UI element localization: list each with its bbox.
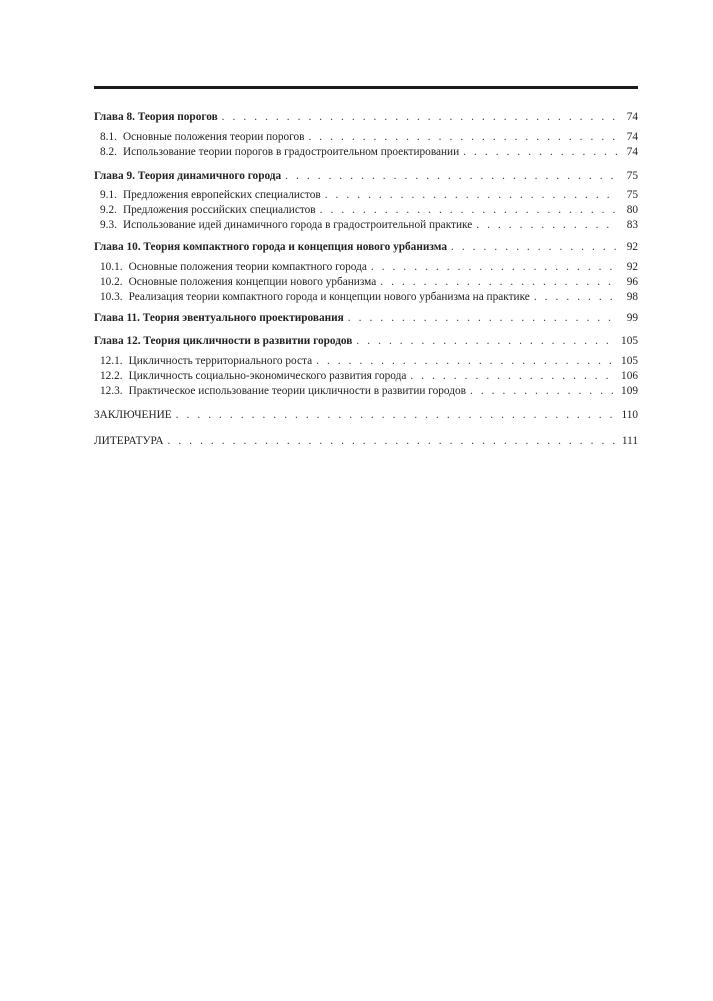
toc-chapter-title: Глава 9. Теория динамичного города <box>94 170 282 182</box>
toc-page-number: 98 <box>626 291 638 303</box>
toc-section-title: Реализация теории компактного города и концепции нового урбанизма на практике <box>128 291 530 303</box>
toc-chapter-9[interactable] <box>94 169 638 183</box>
toc-page-number: 74 <box>626 131 638 143</box>
toc-section-number: 12.1. <box>100 355 123 367</box>
toc-page-number: 74 <box>626 146 638 158</box>
toc-section-9-3[interactable] <box>100 218 638 232</box>
toc-leader-dots <box>285 169 617 183</box>
toc-section-number: 10.1. <box>100 261 123 273</box>
toc-chapter-12[interactable] <box>94 334 638 348</box>
toc-leader-dots <box>325 188 617 202</box>
toc-chapter-8[interactable] <box>94 110 638 124</box>
toc-section-number: 10.2. <box>100 276 123 288</box>
toc-leader-dots <box>222 110 617 124</box>
toc-section-10-3[interactable] <box>100 290 638 304</box>
toc-section-8-1[interactable] <box>100 130 638 144</box>
toc-section-number: 12.2. <box>100 370 123 382</box>
toc-section-10-2[interactable] <box>100 275 638 289</box>
toc-leader-dots <box>308 130 617 144</box>
toc-leader-dots <box>371 260 617 274</box>
toc-page-number: 106 <box>621 370 638 382</box>
toc-page-number: 99 <box>626 312 638 324</box>
toc-section-number: 9.3. <box>100 219 117 231</box>
toc-chapter-10[interactable] <box>94 240 638 254</box>
toc-section-title: Цикличность социально-экономического развития города <box>128 370 407 382</box>
toc-section-9-2[interactable] <box>100 203 638 217</box>
toc-page-number: 105 <box>621 355 638 367</box>
toc-page-number: 83 <box>626 219 638 231</box>
toc-section-number: 8.1. <box>100 131 117 143</box>
toc-section-title: Предложения российских специалистов <box>122 204 316 216</box>
toc-page-number: 96 <box>626 276 638 288</box>
toc-leader-dots <box>168 434 617 448</box>
toc-section-title: Основные положения концепции нового урбанизма <box>128 276 377 288</box>
toc-section-number: 9.1. <box>100 189 117 201</box>
toc-chapter-title: Глава 11. Теория эвентуального проектирования <box>94 312 344 324</box>
toc-conclusion[interactable] <box>94 408 638 422</box>
toc-leader-dots <box>348 311 617 325</box>
toc-leader-dots <box>451 240 617 254</box>
toc-section-title: Основные положения теории компактного города <box>128 261 367 273</box>
toc-page-number: 92 <box>626 241 638 253</box>
toc-leader-dots <box>380 275 617 289</box>
toc-section-10-1[interactable] <box>100 260 638 274</box>
toc-leader-dots <box>320 203 617 217</box>
toc-section-title: Основные положения теории порогов <box>122 131 305 143</box>
toc-section-9-1[interactable] <box>100 188 638 202</box>
toc-section-number: 10.3. <box>100 291 123 303</box>
toc-chapter-title: Глава 10. Теория компактного города и концепция нового урбанизма <box>94 241 447 253</box>
toc-leader-dots <box>176 408 617 422</box>
toc-page-number: 110 <box>621 409 638 421</box>
toc-section-12-1[interactable] <box>100 354 638 368</box>
toc-leader-dots <box>476 218 617 232</box>
toc-page-number: 80 <box>626 204 638 216</box>
toc-section-number: 12.3. <box>100 385 123 397</box>
toc-section-number: 8.2. <box>100 146 117 158</box>
toc-section-title: Использование теории порогов в градостроительном проектировании <box>122 146 460 158</box>
toc-leader-dots <box>463 145 617 159</box>
toc-leader-dots <box>470 384 617 398</box>
toc-section-title: Предложения европейских специалистов <box>122 189 321 201</box>
toc-section-title: ЛИТЕРАТУРА <box>94 435 164 447</box>
toc-literature[interactable] <box>94 434 638 448</box>
toc-chapter-11[interactable] <box>94 311 638 325</box>
toc-section-8-2[interactable] <box>100 145 638 159</box>
toc-section-title: Использование идей динамичного города в градостроительной практике <box>122 219 473 231</box>
top-rule <box>94 86 638 89</box>
toc-page-number: 105 <box>621 335 638 347</box>
toc-section-title: ЗАКЛЮЧЕНИЕ <box>94 409 172 421</box>
toc-leader-dots <box>410 369 617 383</box>
toc-page-number: 75 <box>626 189 638 201</box>
toc-section-12-3[interactable] <box>100 384 638 398</box>
toc-leader-dots <box>316 354 617 368</box>
toc-section-title: Цикличность территориального роста <box>128 355 313 367</box>
toc-leader-dots <box>534 290 617 304</box>
toc-section-12-2[interactable] <box>100 369 638 383</box>
toc-section-title: Практическое использование теории цикличности в развитии городов <box>128 385 466 397</box>
toc-leader-dots <box>356 334 617 348</box>
toc-page-number: 111 <box>621 435 638 447</box>
toc-page-number: 74 <box>626 111 638 123</box>
toc-page-number: 109 <box>621 385 638 397</box>
toc-section-number: 9.2. <box>100 204 117 216</box>
toc-chapter-title: Глава 12. Теория цикличности в развитии городов <box>94 335 353 347</box>
toc-chapter-title: Глава 8. Теория порогов <box>94 111 218 123</box>
toc-page-number: 92 <box>626 261 638 273</box>
toc-page-number: 75 <box>626 170 638 182</box>
